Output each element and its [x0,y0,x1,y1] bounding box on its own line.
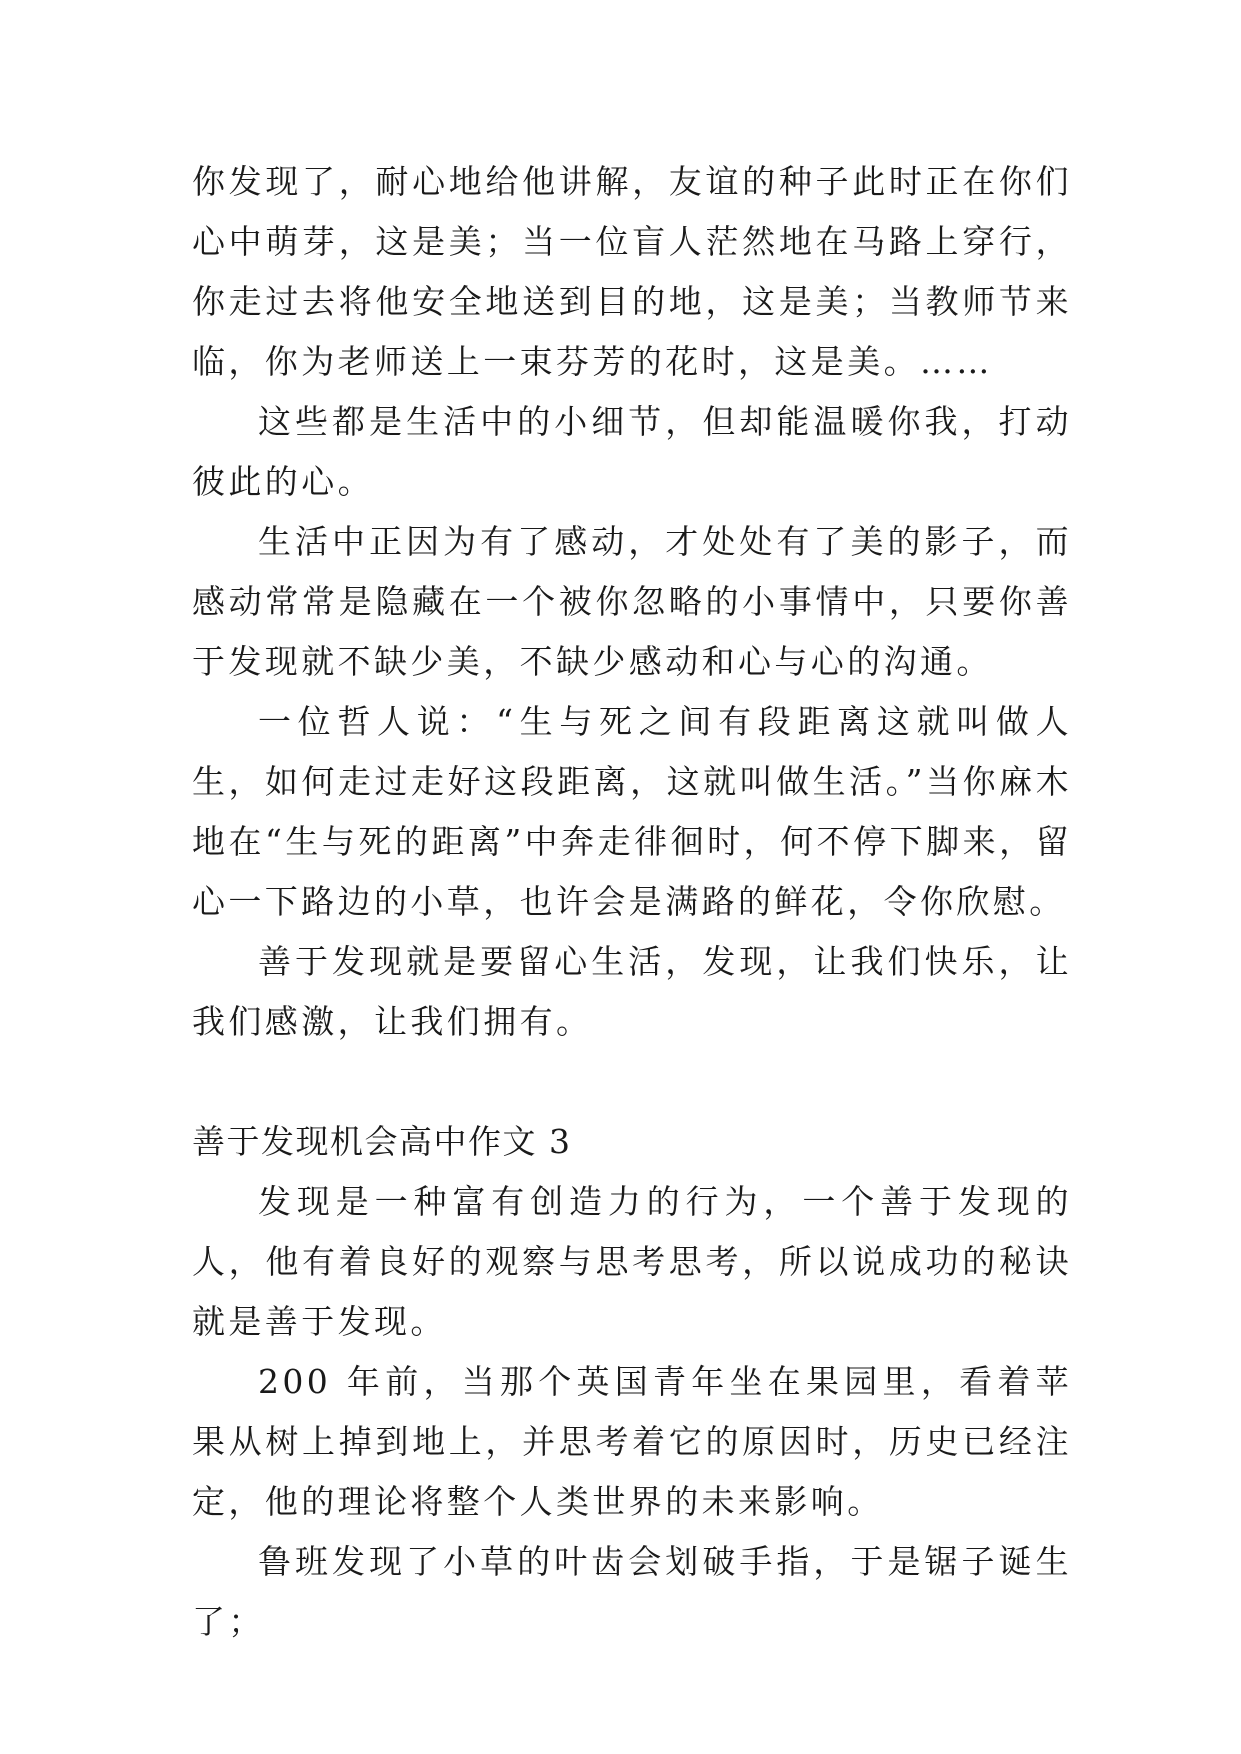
paragraph: 这些都是生活中的小细节，但却能温暖你我，打动彼此的心。 [192,402,1072,501]
paragraph: 200 年前，当那个英国青年坐在果园里，看着苹果从树上掉到地上，并思考着它的原因时，历史已经注定，他的理论将整个人类世界的未来影响。 [192,1362,1072,1521]
paragraph: 一位哲人说：“生与死之间有段距离这就叫做人生，如何走过走好这段距离，这就叫做生活。”当你麻木地在“生与死的距离”中奔走徘徊时，何不停下脚来，留心一下路边的小草，也许会是满路的鲜花，令你欣慰。 [192,702,1072,921]
paragraph: 鲁班发现了小草的叶齿会划破手指，于是锯子诞生了； [192,1542,1072,1641]
paragraph: 发现是一种富有创造力的行为，一个善于发现的人，他有着良好的观察与思考思考，所以说成功的秘诀就是善于发现。 [192,1182,1072,1341]
paragraph: 生活中正因为有了感动，才处处有了美的影子，而感动常常是隐藏在一个被你忽略的小事情中，只要你善于发现就不缺少美，不缺少感动和心与心的沟通。 [192,522,1072,681]
document-body [192,152,1072,1652]
paragraph: 你发现了，耐心地给他讲解，友谊的种子此时正在你们心中萌芽，这是美；当一位盲人茫然地在马路上穿行，你走过去将他安全地送到目的地，这是美；当教师节来临，你为老师送上一束芬芳的花时，这是美。…… [192,162,1072,381]
section-heading: 善于发现机会高中作文 3 [192,1122,572,1161]
paragraph: 善于发现就是要留心生活，发现，让我们快乐，让我们感激，让我们拥有。 [192,942,1072,1041]
